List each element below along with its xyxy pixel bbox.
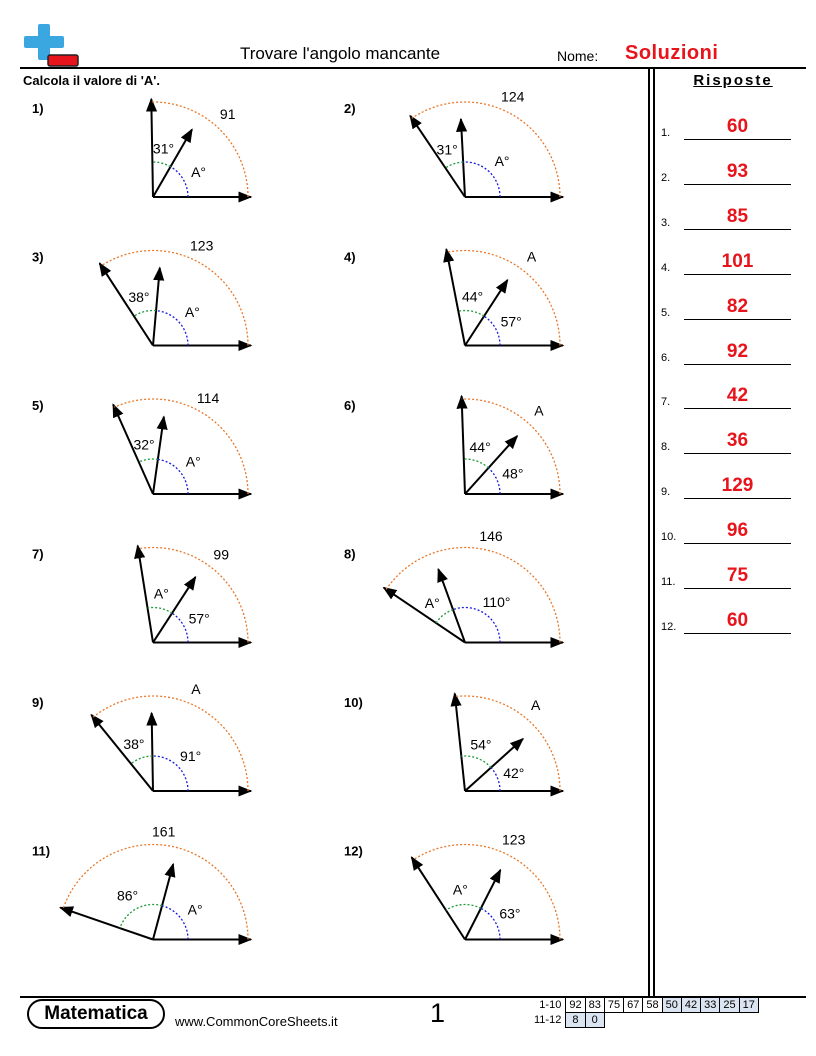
- left-angle-label: A°: [424, 595, 440, 612]
- answer-row: [660, 386, 795, 410]
- left-arc: [131, 756, 152, 764]
- answer-row: [660, 566, 795, 590]
- left-angle-label: 44°: [469, 439, 491, 456]
- left-angle-label: 32°: [133, 436, 155, 453]
- left-angle-label: 44°: [461, 288, 484, 305]
- answer-line: [684, 319, 791, 320]
- answer-value: 129: [721, 475, 754, 497]
- name-value: Soluzioni: [625, 42, 719, 64]
- answer-row: [660, 431, 795, 455]
- left-angle-label: A°: [153, 585, 169, 602]
- instruction: Calcola il valore di 'A'.: [23, 73, 160, 88]
- problem-number: 1): [32, 101, 44, 116]
- middle-ray: [465, 870, 500, 939]
- answer-number: 4.: [661, 261, 671, 274]
- left-arc: [461, 756, 491, 768]
- total-label: 161: [152, 823, 176, 840]
- left-arc: [445, 162, 463, 168]
- score-table: [534, 997, 759, 1028]
- right-angle-label: 42°: [503, 764, 525, 781]
- answer-row: [660, 252, 795, 276]
- total-label: 99: [213, 546, 230, 563]
- answer-number: 8.: [661, 441, 671, 454]
- middle-ray: [438, 569, 465, 642]
- worksheet-title: Trovare l'angolo mancante: [239, 44, 441, 63]
- answer-row: [660, 342, 795, 366]
- middle-ray: [461, 119, 465, 197]
- score-cell: 8: [566, 1013, 585, 1028]
- problem-number: 10): [344, 695, 363, 710]
- answer-line: [684, 633, 791, 634]
- left-arc: [134, 310, 156, 316]
- answers-title: Risposte: [693, 72, 773, 89]
- answer-line: [684, 274, 791, 275]
- total-label: A: [191, 680, 201, 697]
- left-arc: [436, 610, 453, 623]
- brand-badge: Matematica: [27, 999, 165, 1029]
- answer-value: 101: [721, 250, 754, 272]
- total-label: A: [526, 248, 537, 265]
- problem-number: 5): [32, 398, 44, 413]
- score-row: [534, 1013, 758, 1028]
- right-angle-label: 57°: [500, 313, 522, 330]
- score-cell: 50: [662, 998, 681, 1013]
- answer-number: 7.: [661, 396, 671, 409]
- score-cell: 42: [681, 998, 700, 1013]
- problem-number: 11): [32, 843, 51, 859]
- answer-number: 3.: [661, 216, 671, 229]
- right-arc: [453, 608, 500, 643]
- answer-line: [684, 139, 791, 140]
- right-angle-label: A°: [185, 453, 201, 470]
- middle-ray: [153, 268, 160, 346]
- left-angle-label: 31°: [436, 141, 458, 158]
- total-label: 114: [196, 389, 220, 406]
- left-angle-label: 86°: [116, 887, 139, 904]
- right-angle-label: A°: [191, 164, 207, 180]
- answer-line: [684, 184, 791, 185]
- problem-number: 3): [32, 249, 44, 265]
- answer-number: 5.: [661, 306, 671, 319]
- score-cell: 25: [720, 998, 739, 1013]
- left-arc: [139, 459, 158, 462]
- left-angle-label: A°: [452, 881, 468, 898]
- right-arc: [481, 908, 500, 939]
- problem-number: 6): [344, 398, 356, 413]
- outer-ray: [91, 715, 153, 791]
- column-divider: [653, 67, 655, 997]
- name-label: Nome:: [557, 48, 599, 64]
- left-arc: [152, 162, 170, 167]
- outer-ray: [412, 857, 465, 939]
- total-arc: [93, 696, 248, 791]
- total-label: 91: [219, 105, 236, 122]
- right-angle-label: A°: [494, 153, 510, 170]
- total-arc: [63, 845, 248, 940]
- answer-line: [684, 229, 791, 230]
- score-cell: 0: [585, 1013, 604, 1028]
- answer-number: 11.: [661, 576, 676, 588]
- right-arc: [162, 906, 188, 940]
- score-row: [534, 998, 758, 1013]
- answer-number: 9.: [661, 486, 671, 499]
- answer-value: 96: [726, 520, 749, 542]
- left-angle-label: 31°: [152, 140, 175, 157]
- answer-value: 42: [726, 385, 749, 407]
- middle-ray: [153, 129, 192, 197]
- right-arc: [484, 316, 500, 345]
- problem-number: 2): [344, 101, 356, 116]
- answer-value: 82: [726, 295, 749, 317]
- right-angle-label: 48°: [502, 465, 524, 482]
- right-angle-label: 91°: [180, 747, 202, 764]
- answer-value: 60: [726, 609, 749, 631]
- score-cell: 58: [643, 998, 662, 1013]
- right-angle-label: A°: [184, 304, 200, 321]
- score-cell: 67: [624, 998, 643, 1013]
- right-angle-label: 57°: [188, 610, 210, 627]
- answer-row: [660, 117, 795, 141]
- answer-value: 60: [726, 116, 749, 137]
- answer-number: 1.: [661, 127, 671, 139]
- answer-row: [660, 476, 795, 500]
- answer-number: 2.: [661, 171, 671, 184]
- answer-row: [660, 162, 795, 186]
- right-arc: [488, 468, 500, 494]
- left-angle-label: 54°: [470, 736, 492, 753]
- score-cell: 33: [701, 998, 720, 1013]
- left-arc: [446, 905, 481, 911]
- answer-number: 12.: [661, 620, 677, 633]
- outer-ray: [138, 546, 153, 643]
- total-arc: [386, 548, 560, 643]
- middle-ray: [153, 417, 164, 494]
- score-cell: 92: [566, 998, 585, 1013]
- column-divider: [648, 67, 650, 997]
- left-arc: [120, 904, 162, 928]
- total-label: 146: [479, 528, 503, 545]
- score-row-label: 1-10: [539, 999, 562, 1011]
- right-arc: [491, 768, 500, 791]
- answer-value: 75: [726, 565, 749, 586]
- total-label: 124: [501, 88, 525, 105]
- total-label: 123: [502, 831, 526, 848]
- left-arc: [148, 608, 173, 614]
- problem-number: 12): [344, 843, 363, 859]
- page-number: 1: [430, 998, 446, 1028]
- total-label: A: [534, 402, 544, 419]
- answer-line: [684, 543, 791, 544]
- answer-value: 92: [726, 340, 749, 362]
- answer-row: [660, 521, 795, 545]
- outer-ray: [462, 396, 465, 494]
- answer-line: [684, 408, 791, 409]
- score-cell: 17: [739, 998, 758, 1013]
- answer-value: 36: [726, 430, 749, 452]
- answer-row: [660, 611, 795, 635]
- answer-line: [684, 498, 791, 499]
- score-cell: 75: [604, 998, 623, 1013]
- answer-row: [660, 297, 795, 321]
- middle-ray: [153, 864, 173, 939]
- answer-number: 6.: [661, 351, 671, 364]
- right-arc: [156, 311, 188, 346]
- problem-number: 8): [344, 546, 356, 562]
- outer-ray: [455, 694, 465, 791]
- total-label: A: [531, 696, 541, 713]
- left-angle-label: 38°: [128, 288, 150, 305]
- right-angle-label: 110°: [482, 594, 511, 611]
- outer-ray: [60, 908, 153, 940]
- answer-value: 93: [726, 160, 749, 182]
- answer-line: [684, 453, 791, 454]
- right-arc: [172, 613, 188, 642]
- left-arc: [464, 459, 489, 468]
- right-arc: [158, 459, 188, 494]
- answer-row: [660, 207, 795, 231]
- site-url: www.CommonCoreSheets.it: [175, 1014, 338, 1029]
- answer-line: [684, 588, 791, 589]
- score-cell: 83: [585, 998, 604, 1013]
- right-arc: [171, 167, 189, 197]
- answer-value: 85: [726, 205, 749, 227]
- problem-number: 4): [344, 249, 356, 265]
- left-angle-label: 38°: [123, 736, 145, 753]
- answer-number: 10.: [661, 531, 677, 544]
- answer-line: [684, 364, 791, 365]
- score-row-label: 11-12: [534, 1014, 562, 1026]
- right-angle-label: A°: [187, 901, 203, 918]
- problem-number: 7): [32, 546, 44, 562]
- total-label: 123: [190, 237, 214, 254]
- right-angle-label: 63°: [499, 905, 521, 922]
- left-arc: [458, 311, 484, 317]
- problem-number: 9): [32, 695, 44, 710]
- middle-ray: [152, 713, 153, 791]
